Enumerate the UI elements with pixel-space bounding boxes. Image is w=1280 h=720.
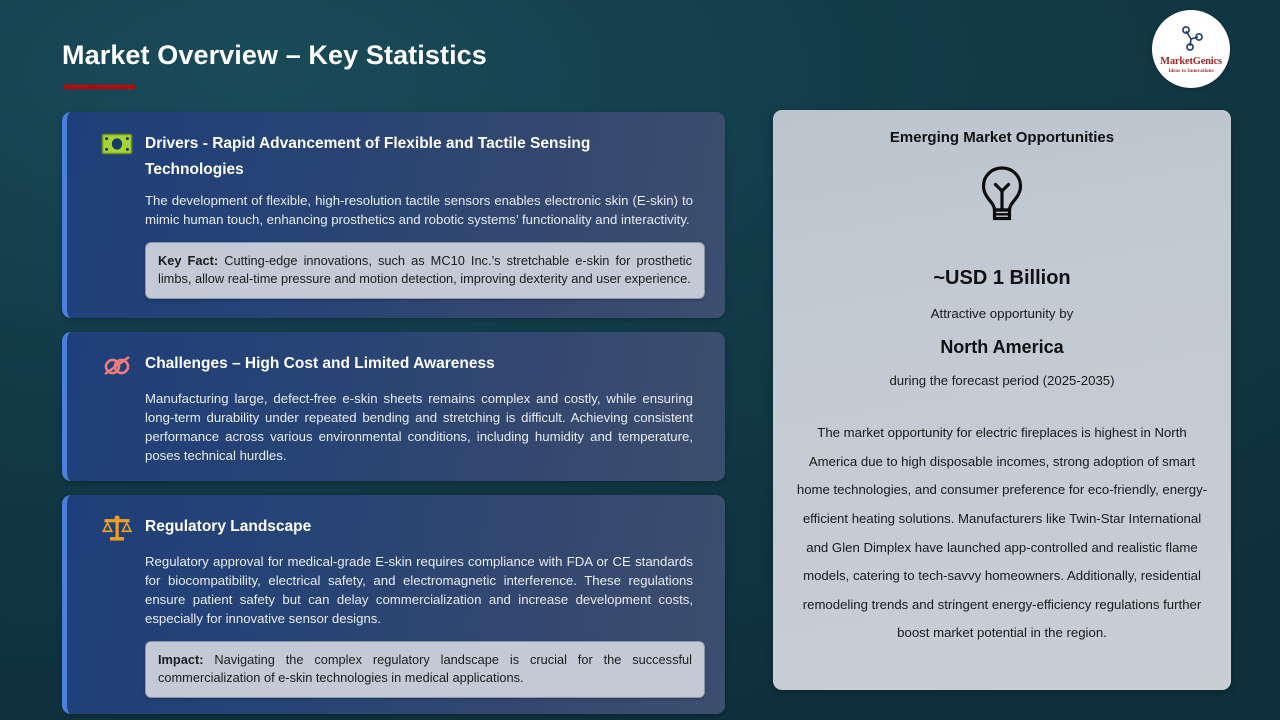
lightbulb-icon: [795, 164, 1209, 224]
card-body-text: Regulatory approval for medical-grade E-skin requires compliance with FDA or CE standards for biocompatibility, electrical safety, and electromagnetic interference. These regulations ensure patient safety but can delay commercialization and increase development costs, especially for innovative sensor designs.: [145, 554, 693, 626]
key-fact-text: Cutting-edge innovations, such as MC10 Inc.’s stretchable e-skin for prosthetic limbs, allow real-time pressure and motion detection, improving dexterity and user experience.: [158, 253, 693, 287]
banknote-icon: [101, 130, 145, 157]
brand-logo: [1152, 10, 1230, 88]
card-header: [101, 513, 705, 544]
card-header: [101, 130, 705, 183]
logo-tagline: Ideas to Innovations: [1168, 68, 1214, 74]
card-header: [101, 350, 705, 381]
scales-balance-icon: [101, 513, 145, 544]
card-title: Drivers - Rapid Advancement of Flexible and Tactile Sensing Technologies: [145, 135, 591, 179]
card-body-text: The development of flexible, high-resolution tactile sensors enables electronic skin (E-skin) to mimic human touch, enhancing prosthetics and robotic systems’ functionality and interactivity.: [145, 193, 693, 228]
emerging-market-opportunities-panel: [773, 110, 1231, 690]
opportunity-region: North America: [940, 337, 1064, 357]
panel-title: Emerging Market Opportunities: [889, 129, 1115, 146]
title-underline-accent: [63, 85, 135, 89]
logo-name: MarketGenics: [1160, 55, 1222, 67]
opportunity-description: The market opportunity for electric fireplaces is highest in North America due to high disposable incomes, strong adoption of smart home technologies, and consumer preference for eco-friendly, energy-efficient heating solutions. Manufacturers like Twin-Star International and Glen Dimplex have launched app-controlled and realistic flame models, catering to tech-savvy homeowners. Additionally, residential remodeling trends and stringent energy-efficiency regulations further boost market potential in the region.: [796, 425, 1208, 641]
opportunity-value: ~USD 1 Billion: [933, 267, 1071, 289]
network-nodes-icon: [1177, 25, 1205, 56]
impact-text: Navigating the complex regulatory landscape is crucial for the successful commercialization of e-skin technologies in medical applications.: [158, 652, 692, 686]
opportunity-period: during the forecast period (2025-2035): [889, 373, 1115, 388]
impact-label: Impact:: [158, 652, 204, 667]
card-drivers: [62, 112, 725, 318]
card-challenges: [62, 332, 725, 481]
opportunity-caption: Attractive opportunity by: [930, 306, 1074, 321]
key-fact-label: Key Fact:: [158, 253, 219, 269]
card-title: Challenges – High Cost and Limited Awareness: [145, 355, 495, 372]
impact-box: [145, 641, 705, 698]
key-fact-box: [145, 242, 705, 299]
page-title: Market Overview – Key Statistics: [62, 40, 487, 70]
insight-cards-column: [62, 112, 725, 720]
broken-link-icon: [101, 350, 145, 381]
card-title: Regulatory Landscape: [145, 518, 312, 535]
card-regulatory: [62, 495, 725, 714]
card-body-text: Manufacturing large, defect-free e-skin sheets remains complex and costly, while ensuring long-term durability under repeated bending and stretching is difficult. Achieving consistent performance across various environmental conditions, including humidity and temperature, poses technical hurdles.: [145, 391, 693, 463]
